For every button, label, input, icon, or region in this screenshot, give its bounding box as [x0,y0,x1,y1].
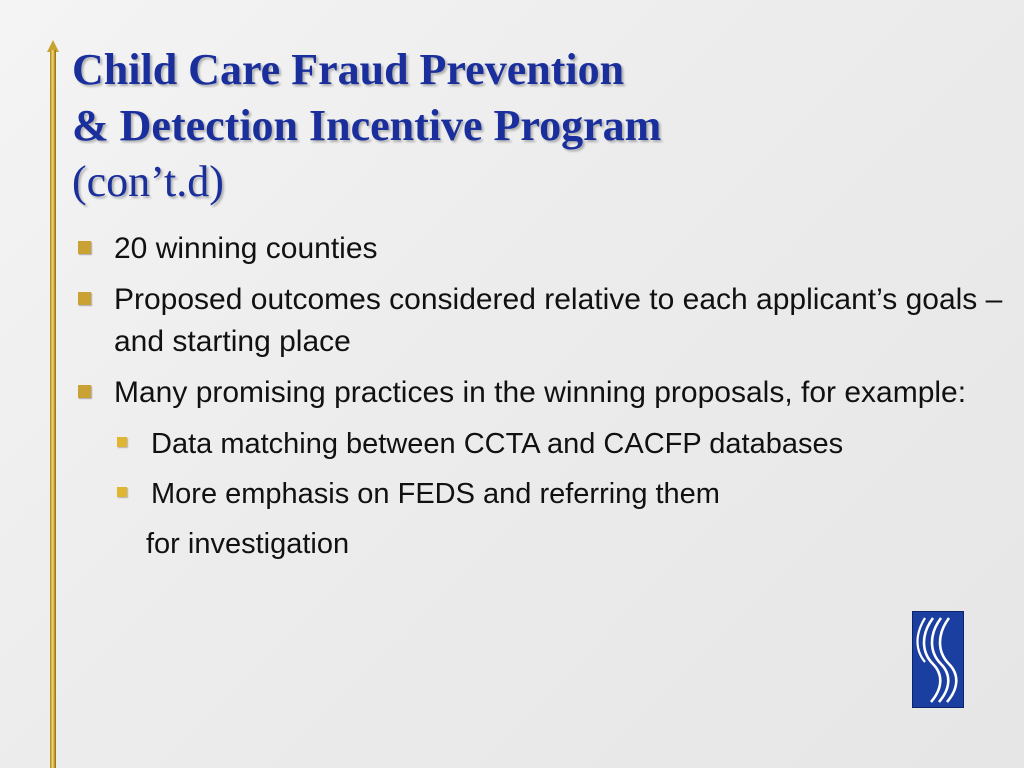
sub-bullet-item [115,423,1013,465]
square-bullet-icon [78,292,91,305]
title-line-3: (con’t.d) [72,157,224,206]
bullet-text: Proposed outcomes considered relative to each applicant’s goals – and starting place [114,283,1003,358]
agency-seal-logo-icon [912,611,964,708]
small-square-bullet-icon [117,487,127,497]
gold-vertical-rule [50,50,56,768]
slide-title [72,42,1002,210]
bullet-text: Many promising practices in the winning proposals, for example: [114,376,967,409]
sub-bullet-text: Data matching between CCTA and CACFP databases [151,428,844,460]
sub-bullet-text: More emphasis on FEDS and referring them [151,478,720,510]
sub-bullet-item [115,473,1013,515]
small-square-bullet-icon [117,437,127,447]
sub-bullet-continuation: for investigation [146,528,350,560]
bullet-item [78,228,1013,270]
bullet-item [78,372,1013,414]
square-bullet-icon [78,385,91,398]
title-line-2: & Detection Incentive Program [72,101,662,150]
bullet-text: 20 winning counties [114,232,378,265]
bullet-list [78,228,1013,565]
square-bullet-icon [78,241,91,254]
title-line-1: Child Care Fraud Prevention [72,45,625,94]
bullet-item [78,279,1013,363]
